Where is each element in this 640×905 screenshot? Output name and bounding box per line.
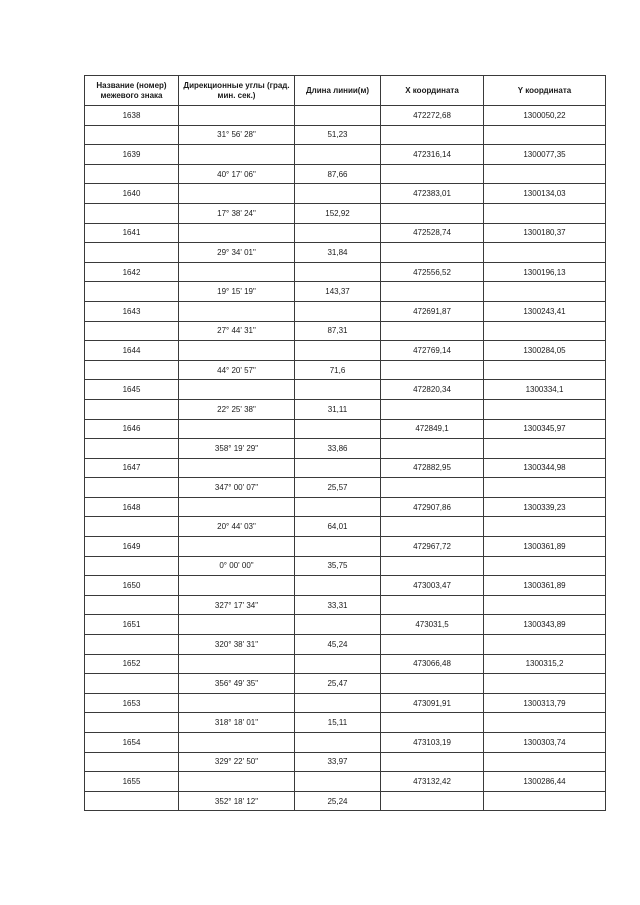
cell-length [295, 615, 381, 635]
cell-name: 1641 [85, 223, 179, 243]
cell-x [381, 125, 484, 145]
table-row [85, 693, 606, 713]
cell-length: 25,24 [295, 791, 381, 811]
cell-y [484, 517, 606, 537]
cell-length: 87,31 [295, 321, 381, 341]
cell-length: 25,47 [295, 674, 381, 694]
cell-angle: 327° 17' 34" [179, 595, 295, 615]
cell-name: 1638 [85, 106, 179, 126]
cell-x: 472528,74 [381, 223, 484, 243]
table-row [85, 360, 606, 380]
cell-x: 472383,01 [381, 184, 484, 204]
cell-y [484, 674, 606, 694]
cell-x: 472907,86 [381, 497, 484, 517]
cell-x [381, 360, 484, 380]
cell-length [295, 576, 381, 596]
table-row [85, 674, 606, 694]
cell-name: 1653 [85, 693, 179, 713]
cell-angle [179, 341, 295, 361]
cell-name [85, 791, 179, 811]
cell-y: 1300334,1 [484, 380, 606, 400]
table-row [85, 713, 606, 733]
table-row [85, 203, 606, 223]
cell-length: 51,23 [295, 125, 381, 145]
cell-angle: 352° 18' 12" [179, 791, 295, 811]
cell-angle: 320° 38' 31" [179, 635, 295, 655]
cell-angle: 19° 15' 19" [179, 282, 295, 302]
header-row [85, 76, 606, 106]
cell-angle [179, 576, 295, 596]
cell-y [484, 713, 606, 733]
table-row [85, 595, 606, 615]
cell-y: 1300344,98 [484, 458, 606, 478]
cell-length: 33,86 [295, 439, 381, 459]
cell-name [85, 399, 179, 419]
cell-angle: 40° 17' 06" [179, 164, 295, 184]
cell-x [381, 595, 484, 615]
cell-name: 1655 [85, 772, 179, 792]
table-row [85, 399, 606, 419]
cell-angle [179, 693, 295, 713]
table-row [85, 772, 606, 792]
cell-angle: 22° 25' 38" [179, 399, 295, 419]
cell-x: 473066,48 [381, 654, 484, 674]
cell-y: 1300313,79 [484, 693, 606, 713]
table-body [85, 106, 606, 811]
cell-length: 64,01 [295, 517, 381, 537]
cell-x [381, 517, 484, 537]
cell-name: 1646 [85, 419, 179, 439]
table-row [85, 419, 606, 439]
cell-name: 1648 [85, 497, 179, 517]
cell-x: 472967,72 [381, 537, 484, 557]
cell-y [484, 321, 606, 341]
table-row [85, 497, 606, 517]
cell-length: 152,92 [295, 203, 381, 223]
table-row [85, 458, 606, 478]
cell-name [85, 203, 179, 223]
table-row [85, 654, 606, 674]
table-row [85, 635, 606, 655]
cell-y: 1300286,44 [484, 772, 606, 792]
cell-angle [179, 380, 295, 400]
table-row [85, 556, 606, 576]
cell-x: 473132,42 [381, 772, 484, 792]
cell-angle: 347° 00' 07" [179, 478, 295, 498]
cell-length [295, 693, 381, 713]
cell-angle: 20° 44' 03" [179, 517, 295, 537]
cell-length [295, 497, 381, 517]
cell-name [85, 125, 179, 145]
cell-angle [179, 497, 295, 517]
table-row [85, 439, 606, 459]
cell-name: 1642 [85, 262, 179, 282]
cell-length [295, 184, 381, 204]
cell-name: 1651 [85, 615, 179, 635]
cell-length: 31,11 [295, 399, 381, 419]
cell-angle: 358° 19' 29" [179, 439, 295, 459]
cell-length [295, 341, 381, 361]
header-x: X координата [381, 76, 484, 106]
cell-y [484, 203, 606, 223]
cell-x [381, 321, 484, 341]
table-row [85, 184, 606, 204]
cell-y [484, 478, 606, 498]
cell-y: 1300243,41 [484, 301, 606, 321]
cell-x: 472272,68 [381, 106, 484, 126]
table-row [85, 106, 606, 126]
cell-y: 1300345,97 [484, 419, 606, 439]
cell-length [295, 654, 381, 674]
cell-x [381, 556, 484, 576]
cell-angle: 27° 44' 31" [179, 321, 295, 341]
cell-name [85, 282, 179, 302]
coordinates-table [84, 75, 606, 811]
cell-y [484, 125, 606, 145]
cell-x: 473003,47 [381, 576, 484, 596]
cell-name [85, 752, 179, 772]
cell-y: 1300343,89 [484, 615, 606, 635]
cell-y [484, 595, 606, 615]
cell-name: 1654 [85, 733, 179, 753]
cell-length [295, 262, 381, 282]
table-row [85, 243, 606, 263]
cell-name [85, 243, 179, 263]
cell-length: 71,6 [295, 360, 381, 380]
cell-x: 472769,14 [381, 341, 484, 361]
table-row [85, 321, 606, 341]
cell-angle [179, 772, 295, 792]
cell-length: 31,84 [295, 243, 381, 263]
cell-name [85, 595, 179, 615]
table-row [85, 223, 606, 243]
cell-y: 1300134,03 [484, 184, 606, 204]
table-row [85, 125, 606, 145]
table-row [85, 341, 606, 361]
cell-length: 25,57 [295, 478, 381, 498]
cell-name: 1639 [85, 145, 179, 165]
cell-x [381, 635, 484, 655]
cell-x: 472691,87 [381, 301, 484, 321]
header-length: Длина линии(м) [295, 76, 381, 106]
cell-x [381, 791, 484, 811]
table-row [85, 380, 606, 400]
cell-x: 473031,5 [381, 615, 484, 635]
cell-y: 1300361,89 [484, 576, 606, 596]
cell-length [295, 733, 381, 753]
cell-x [381, 713, 484, 733]
cell-angle [179, 145, 295, 165]
table-row [85, 733, 606, 753]
cell-x [381, 439, 484, 459]
cell-name [85, 478, 179, 498]
cell-y: 1300050,22 [484, 106, 606, 126]
cell-length: 33,97 [295, 752, 381, 772]
cell-length: 143,37 [295, 282, 381, 302]
table-row [85, 517, 606, 537]
table-row [85, 791, 606, 811]
cell-length [295, 223, 381, 243]
cell-y [484, 360, 606, 380]
cell-name: 1649 [85, 537, 179, 557]
cell-angle: 0° 00' 00" [179, 556, 295, 576]
cell-length [295, 419, 381, 439]
cell-length [295, 458, 381, 478]
cell-y [484, 635, 606, 655]
cell-angle [179, 419, 295, 439]
table-row [85, 301, 606, 321]
cell-name: 1650 [85, 576, 179, 596]
cell-x [381, 282, 484, 302]
cell-x [381, 164, 484, 184]
cell-x: 472556,52 [381, 262, 484, 282]
cell-x [381, 752, 484, 772]
cell-y: 1300339,23 [484, 497, 606, 517]
cell-length [295, 772, 381, 792]
cell-name: 1647 [85, 458, 179, 478]
cell-angle: 17° 38' 24" [179, 203, 295, 223]
cell-y: 1300315,2 [484, 654, 606, 674]
header-y: Y координата [484, 76, 606, 106]
cell-angle: 356° 49' 35" [179, 674, 295, 694]
table-header [85, 76, 606, 106]
table-row [85, 752, 606, 772]
cell-y [484, 791, 606, 811]
cell-x [381, 478, 484, 498]
cell-name: 1645 [85, 380, 179, 400]
cell-y [484, 399, 606, 419]
cell-name [85, 635, 179, 655]
cell-x [381, 674, 484, 694]
cell-angle [179, 458, 295, 478]
cell-angle [179, 301, 295, 321]
cell-x [381, 399, 484, 419]
document-sheet [84, 75, 605, 811]
cell-x: 472820,34 [381, 380, 484, 400]
cell-name: 1652 [85, 654, 179, 674]
cell-name [85, 556, 179, 576]
cell-angle: 329° 22' 50" [179, 752, 295, 772]
cell-y: 1300361,89 [484, 537, 606, 557]
cell-x: 472849,1 [381, 419, 484, 439]
cell-x [381, 203, 484, 223]
cell-x [381, 243, 484, 263]
cell-y: 1300077,35 [484, 145, 606, 165]
cell-angle [179, 106, 295, 126]
cell-angle: 44° 20' 57" [179, 360, 295, 380]
cell-y [484, 556, 606, 576]
cell-length: 87,66 [295, 164, 381, 184]
cell-length: 33,31 [295, 595, 381, 615]
table-row [85, 576, 606, 596]
header-angles: Дирекционные углы (град. мин. сек.) [179, 76, 295, 106]
table-row [85, 164, 606, 184]
table-row [85, 537, 606, 557]
table-row [85, 262, 606, 282]
cell-length [295, 380, 381, 400]
cell-angle [179, 615, 295, 635]
cell-y: 1300180,37 [484, 223, 606, 243]
cell-name [85, 517, 179, 537]
cell-name [85, 360, 179, 380]
cell-name: 1643 [85, 301, 179, 321]
cell-x: 472316,14 [381, 145, 484, 165]
cell-angle: 318° 18' 01" [179, 713, 295, 733]
cell-y: 1300196,13 [484, 262, 606, 282]
table-row [85, 615, 606, 635]
cell-angle [179, 537, 295, 557]
cell-y: 1300303,74 [484, 733, 606, 753]
cell-length: 45,24 [295, 635, 381, 655]
cell-angle [179, 733, 295, 753]
cell-length: 35,75 [295, 556, 381, 576]
header-name: Название (номер) межевого знака [85, 76, 179, 106]
cell-length: 15,11 [295, 713, 381, 733]
cell-angle [179, 223, 295, 243]
cell-angle: 31° 56' 28" [179, 125, 295, 145]
cell-y [484, 164, 606, 184]
cell-y [484, 282, 606, 302]
cell-name [85, 674, 179, 694]
table-row [85, 145, 606, 165]
cell-y [484, 439, 606, 459]
cell-angle [179, 184, 295, 204]
cell-name: 1640 [85, 184, 179, 204]
cell-angle [179, 262, 295, 282]
cell-length [295, 145, 381, 165]
cell-name [85, 713, 179, 733]
cell-y: 1300284,05 [484, 341, 606, 361]
cell-y [484, 243, 606, 263]
cell-x: 473103,19 [381, 733, 484, 753]
cell-y [484, 752, 606, 772]
cell-length [295, 106, 381, 126]
table-row [85, 282, 606, 302]
cell-length [295, 301, 381, 321]
cell-name: 1644 [85, 341, 179, 361]
table-row [85, 478, 606, 498]
cell-angle: 29° 34' 01" [179, 243, 295, 263]
cell-length [295, 537, 381, 557]
cell-angle [179, 654, 295, 674]
cell-name [85, 439, 179, 459]
cell-x: 472882,95 [381, 458, 484, 478]
cell-name [85, 164, 179, 184]
cell-name [85, 321, 179, 341]
cell-x: 473091,91 [381, 693, 484, 713]
